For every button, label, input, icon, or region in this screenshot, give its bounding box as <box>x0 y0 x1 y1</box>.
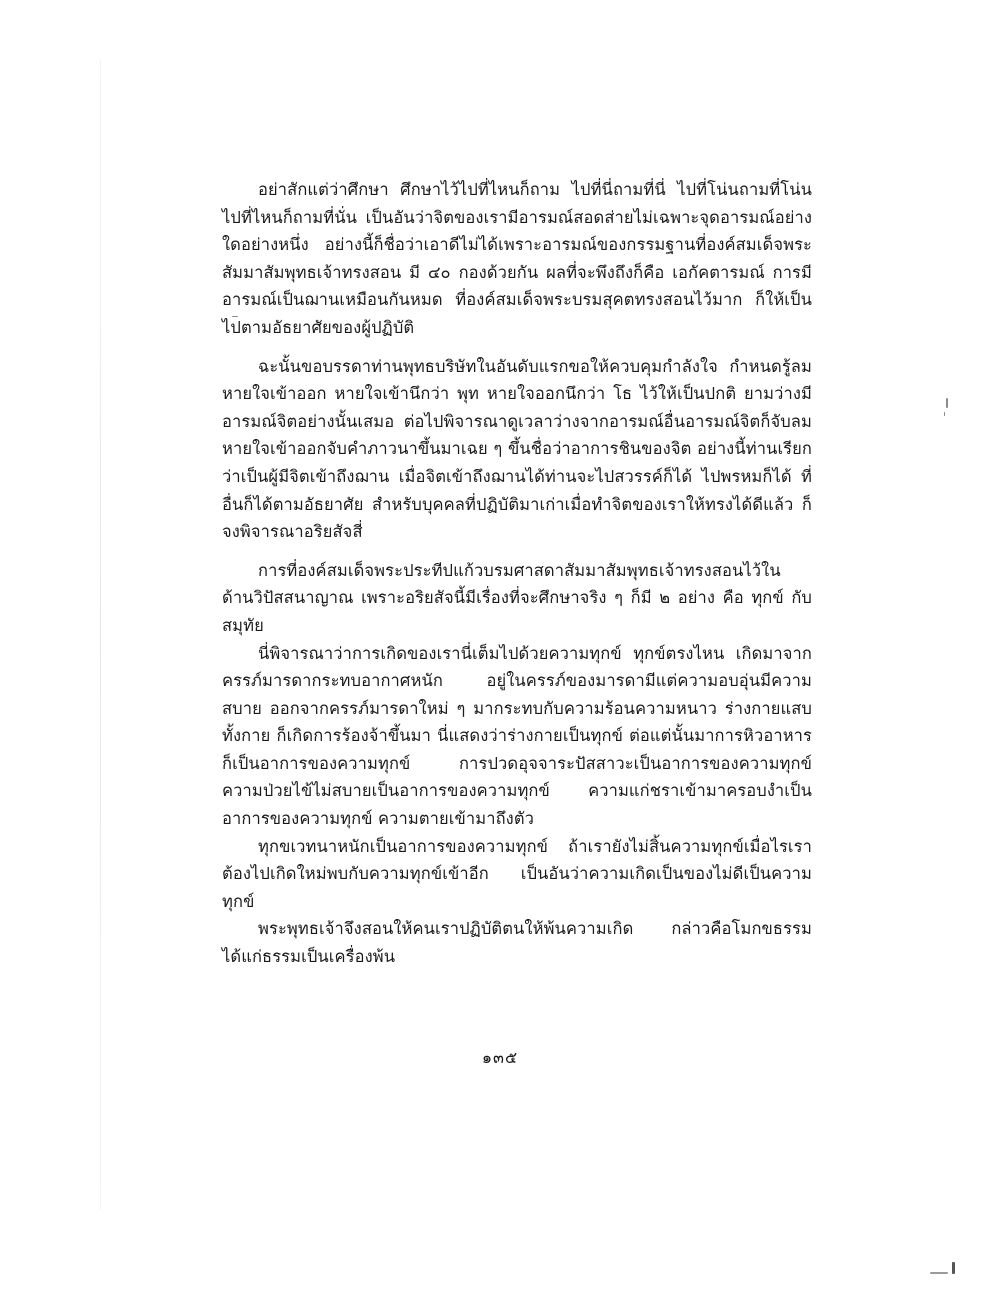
scan-speck <box>930 1272 948 1274</box>
scan-edge <box>100 60 101 1210</box>
scan-speck <box>952 1262 955 1274</box>
document-body <box>222 176 812 971</box>
paragraph-2: ฉะนั้นขอบรรดาท่านพุทธบริษัทในอันดับแรกขอให้ควบคุมกำลังใจ กำหนดรู้ลมหายใจเข้าออก หายใจเข้านึกว่า พุท หายใจออกนึกว่า โธ ไว้ให้เป็นปกติ ยามว่างมีอารมณ์จิตอย่างนั้นเสมอ ต่อไปพิจารณาดูเวลาว่างจากอารมณ์อื่นอารมณ์จิตก็จับลมหายใจเข้าออกจับคำภาวนาขึ้นมาเฉย ๆ ขึ้นชื่อว่าอาการชินของจิต อย่างนี้ท่านเรียกว่าเป็นผู้มีจิตเข้าถึงฌาน เมื่อจิตเข้าถึงฌานได้ท่านจะไปสวรรค์ก็ได้ ไปพรหมก็ได้ ที่อื่นก็ได้ตามอัธยาศัย สำหรับบุคคลที่ปฏิบัติมาเก่าเมื่อทำจิตของเราให้ทรงได้ดีแล้ว ก็จงพิจารณาอริยสัจสี่ <box>222 356 812 542</box>
scan-speck <box>944 412 945 416</box>
paragraph-4: นี่พิจารณาว่าการเกิดของเรานี่เต็มไปด้วยความทุกข์ ทุกข์ตรงไหน เกิดมาจากครรภ์มารดากระทบอากาศหนัก อยู่ในครรภ์ของมารดามีแต่ความอบอุ่นมีความสบาย ออกจากครรภ์มารดาใหม่ ๆ มากระทบกับความร้อนความหนาว ร่างกายแสบทั้งกาย ก็เกิดการร้องจ้าขึ้นมา นี่แสดงว่าร่างกายเป็นทุกข์ ต่อแต่นั้นมาการหิวอาหารก็เป็นอาการของความทุกข์ การปวดอุจจาระปัสสาวะเป็นอาการของความทุกข์ ความป่วยไข้ไม่สบายเป็นอาการของความทุกข์ ความแก่ชราเข้ามาครอบงำเป็นอาการของความทุกข์ ความตายเข้ามาถึงตัว <box>222 643 812 829</box>
scan-speck <box>946 398 948 408</box>
paragraph-3: การที่องค์สมเด็จพระประทีปแก้วบรมศาสดาสัมมาสัมพุทธเจ้าทรงสอนไว้ในด้านวิปัสสนาญาณ เพราะอริยสัจนี้มีเรื่องที่จะศึกษาจริง ๆ ก็มี ๒ อย่าง คือ ทุกข์ กับสมุทัย <box>222 560 812 635</box>
paragraph-6: พระพุทธเจ้าจึงสอนให้คนเราปฏิบัติตนให้พ้นความเกิด กล่าวคือโมกขธรรม ได้แก่ธรรมเป็นเครื่องพ้น <box>222 919 812 967</box>
page-number: ๑๓๕ <box>481 1048 519 1067</box>
scan-speck <box>232 316 238 317</box>
paragraph-1: อย่าสักแต่ว่าศึกษา ศึกษาไว้ไปที่ไหนก็ถาม ไปที่นี่ถามที่นี่ ไปที่โน่นถามที่โน่น ไปที่ไหนก็ถามที่นั่น เป็นอันว่าจิตของเรามีอารมณ์สอดส่ายไม่เฉพาะจุดอารมณ์อย่างใดอย่างหนึ่ง อย่างนี้ก็ชื่อว่าเอาดีไม่ได้เพราะอารมณ์ของกรรมฐานที่องค์สมเด็จพระสัมมาสัมพุทธเจ้าทรงสอน มี ๔๐ กองด้วยกัน ผลที่จะพึงถึงก็คือ เอกัคตารมณ์ การมีอารมณ์เป็นฌานเหมือนกันหมด ที่องค์สมเด็จพระบรมสุคตทรงสอนไว้มาก ก็ให้เป็นไปตามอัธยาศัยของผู้ปฏิบัติ <box>222 180 812 337</box>
paragraph-5: ทุกขเวทนาหนักเป็นอาการของความทุกข์ ถ้าเรายังไม่สิ้นความทุกข์เมื่อไรเราต้องไปเกิดใหม่พบกับความทุกข์เข้าอีก เป็นอันว่าความเกิดเป็นของไม่ดีเป็นความทุกข์ <box>222 836 812 911</box>
